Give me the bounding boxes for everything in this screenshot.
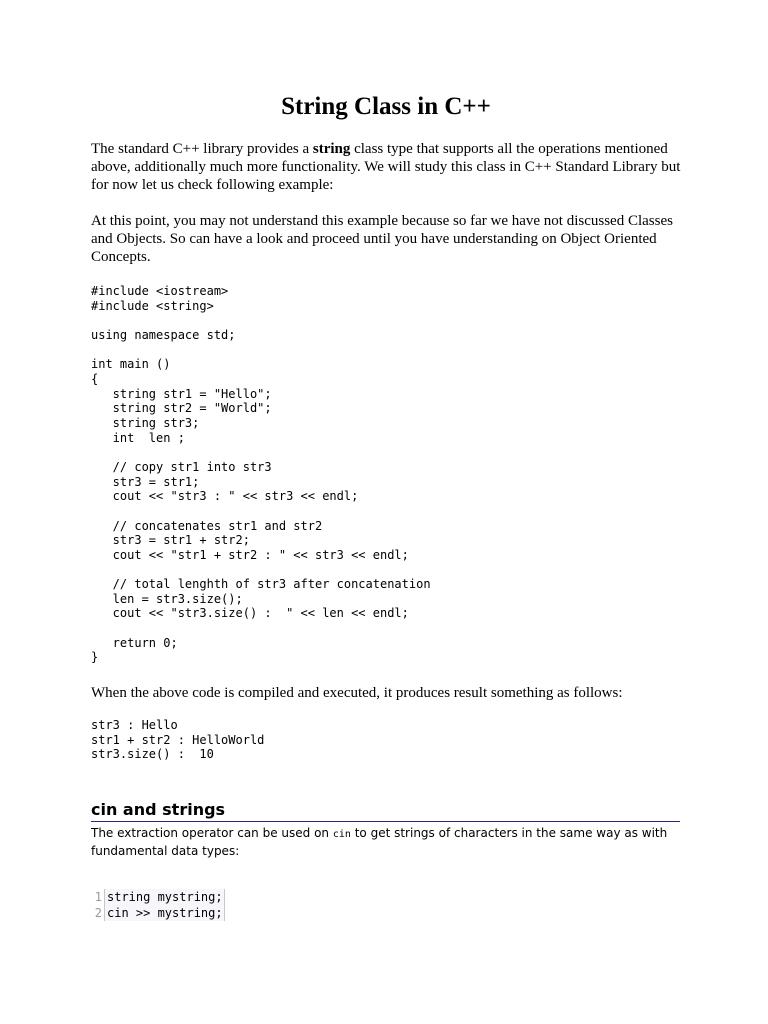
- intro-text-end: class type that supports all the operations mentioned above, additionally much more functionality. We will study this class in C++ Standard Library but for now let us check following example:: [91, 141, 681, 193]
- code-line: cin >> mystring;: [107, 906, 223, 920]
- code-listing-row: [91, 889, 225, 905]
- inline-code-cin: cin: [332, 829, 351, 840]
- note-paragraph: At this point, you may not understand this example because so far we have not discussed Classes and Objects. So can have a look and proceed until you have understanding on Object Oriented Concepts.: [91, 213, 673, 265]
- code-listing-row: [91, 905, 225, 921]
- result-output: str3 : Hello str1 + str2 : HelloWorld str3.size() : 10: [91, 718, 265, 762]
- intro-text-start: The standard C++ library provides a: [91, 141, 313, 157]
- code-example: #include <iostream> #include <string> using namespace std; int main () { string str1 = "Hello"; string str2 = "World"; string str3; int len ; // copy str1 into str3 str3 = str1; cout << "str3 : " << str3 << endl; // concatenates str1 and str2 str3 = str1 + str2; cout << "str1 + str2 : " << str3 << endl; // total lenghth of str3 after concatenation len = str3.size(); cout << "str3.size() : " << len << endl; return 0; }: [91, 284, 431, 665]
- line-number: 2: [91, 905, 105, 921]
- intro-paragraph: [91, 140, 691, 194]
- line-number: 1: [91, 889, 105, 905]
- section-heading-cin-strings: cin and strings: [91, 800, 680, 822]
- cin-section-paragraph: [91, 825, 681, 859]
- cin-text-end: to get strings of characters in the same way as with fundamental data types:: [91, 826, 668, 858]
- code-listing: [91, 889, 225, 921]
- code-line: string mystring;: [107, 890, 223, 904]
- intro-bold-term: string: [312, 141, 351, 157]
- page-title: String Class in C++: [281, 93, 491, 120]
- cin-text-start: The extraction operator can be used on: [91, 826, 333, 840]
- result-intro-paragraph: When the above code is compiled and executed, it produces result something as follows:: [91, 685, 623, 701]
